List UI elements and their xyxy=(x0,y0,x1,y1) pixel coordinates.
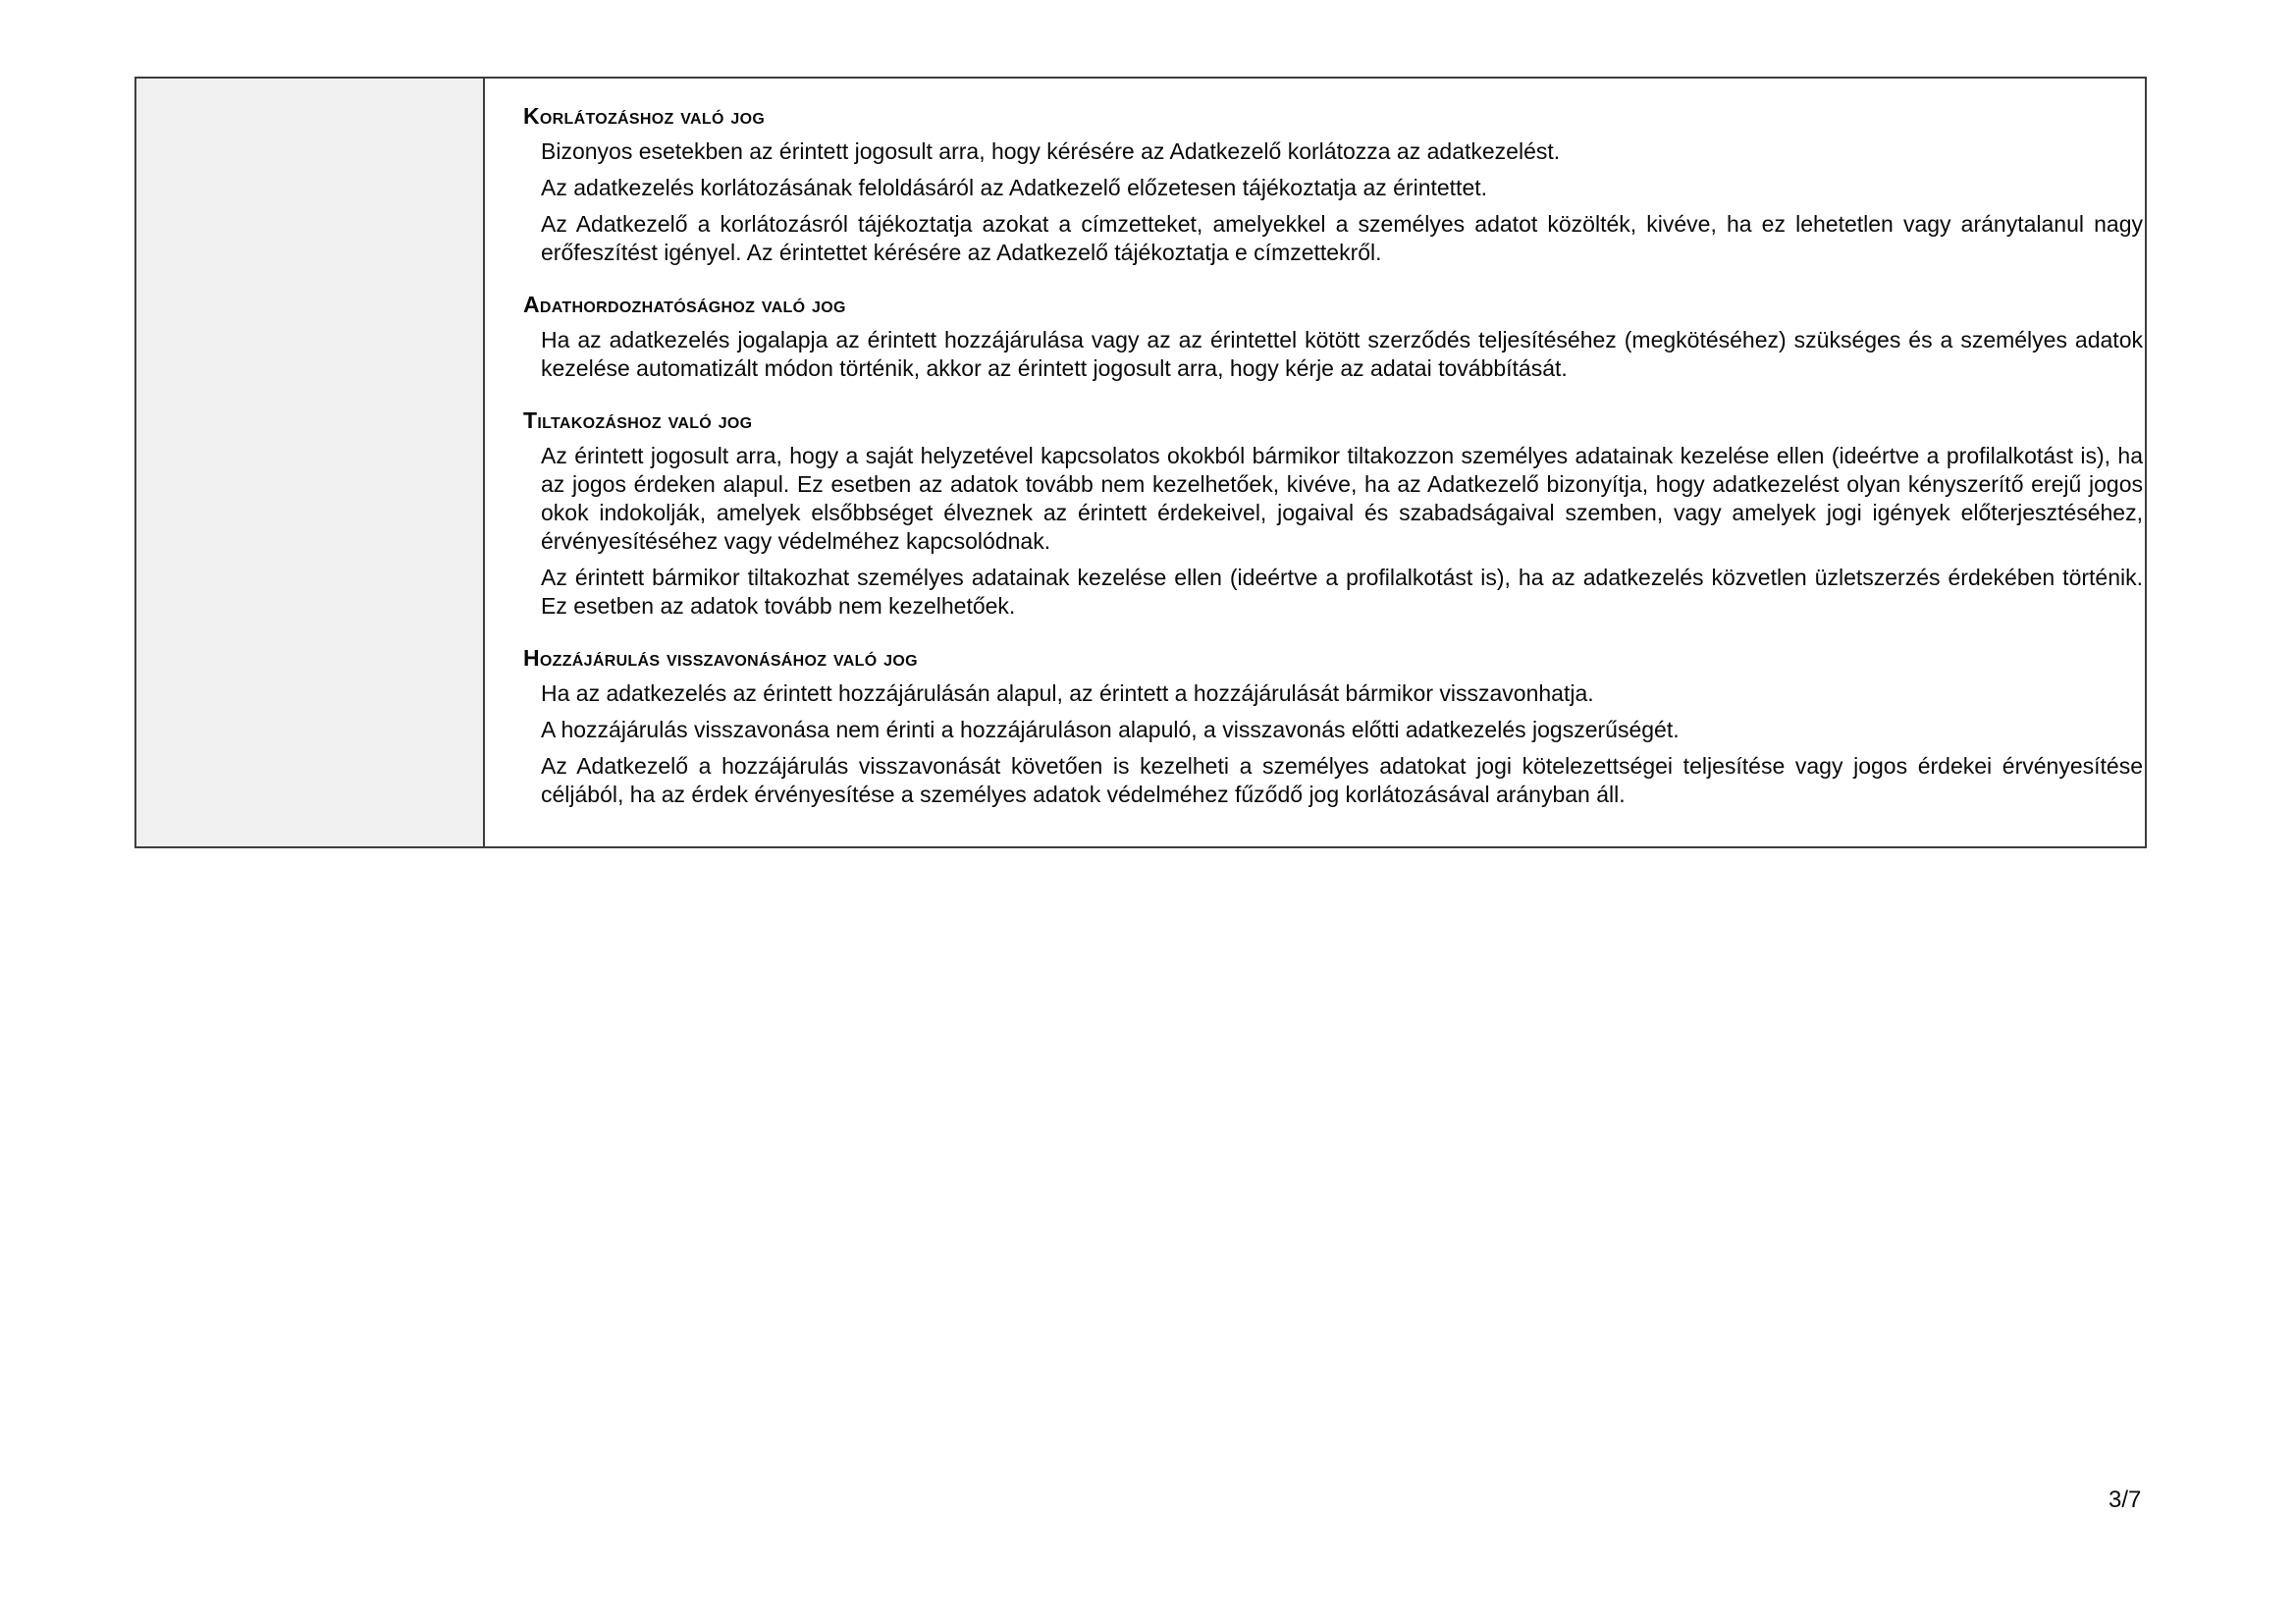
section-heading-right-to-object: Tiltakozáshoz való jog xyxy=(523,407,753,433)
section-heading-right-to-withdraw-consent: Hozzájárulás visszavonásához való jog xyxy=(523,645,918,671)
paragraph: Az Adatkezelő a hozzájárulás visszavonását követően is kezelheti a személyes adatokat jogi kötelezettségei teljesítése vagy jogos érdekei érvényesítése céljából, ha az érdek érvényesítése a személyes adatok védelméhez fűződő jog korlátozásával arányban áll. xyxy=(541,753,2143,807)
section-heading-right-to-restriction: Korlátozáshoz való jog xyxy=(523,103,766,129)
section-right-to-restriction xyxy=(523,102,2143,267)
paragraph: Ha az adatkezelés az érintett hozzájárulásán alapul, az érintett a hozzájárulását bármikor visszavonhatja. xyxy=(541,680,1594,706)
page-number: 3/7 xyxy=(2109,1487,2142,1513)
paragraph: Ha az adatkezelés jogalapja az érintett hozzájárulása vagy az az érintettel kötött szerződés teljesítéséhez (megkötéséhez) szükséges és a személyes adatok kezelése automatizált módon történik, akkor az érintett jogosult arra, hogy kérje az adatai továbbítását. xyxy=(541,327,2143,381)
table-label-cell xyxy=(136,79,485,846)
table-content-cell xyxy=(485,79,2145,846)
data-subject-rights-table xyxy=(134,77,2147,848)
section-right-to-withdraw-consent xyxy=(523,644,2143,809)
paragraph: Az adatkezelés korlátozásának feloldásáról az Adatkezelő előzetesen tájékoztatja az érintettet. xyxy=(541,175,1488,200)
paragraph: Az érintett jogosult arra, hogy a saját helyzetével kapcsolatos okokból bármikor tiltakozzon személyes adatainak kezelése ellen (ideértve a profilalkotást is), ha az jogos érdeken alapul. Ez esetben az adatok tovább nem kezelhetőek, kivéve, ha az Adatkezelő bizonyítja, hogy adatkezelést olyan kényszerítő erejű jogos okok indokolják, amelyek elsőbbséget élveznek az érintett érdekeivel, jogaival és szabadságaival szemben, vagy amelyek jogi igények előterjesztéséhez, érvényesítéséhez vagy védelméhez kapcsolódnak. xyxy=(541,443,2143,554)
paragraph: A hozzájárulás visszavonása nem érinti a hozzájáruláson alapuló, a visszavonás előtti adatkezelés jogszerűségét. xyxy=(541,717,1680,742)
paragraph: Bizonyos esetekben az érintett jogosult arra, hogy kérésére az Adatkezelő korlátozza az adatkezelést. xyxy=(541,138,1561,164)
section-heading-right-to-data-portability: Adathordozhatósághoz való jog xyxy=(523,292,846,317)
section-right-to-data-portability xyxy=(523,291,2143,383)
paragraph: Az Adatkezelő a korlátozásról tájékoztatja azokat a címzetteket, amelyekkel a személyes adatot közölték, kivéve, ha ez lehetetlen vagy aránytalanul nagy erőfeszítést igényel. Az érintettet kérésére az Adatkezelő tájékoztatja e címzettekről. xyxy=(541,211,2143,265)
paragraph: Az érintett bármikor tiltakozhat személyes adatainak kezelése ellen (ideértve a profilalkotást is), ha az adatkezelés közvetlen üzletszerzés érdekében történik. Ez esetben az adatok tovább nem kezelhetőek. xyxy=(541,565,2143,619)
section-right-to-object xyxy=(523,406,2143,621)
